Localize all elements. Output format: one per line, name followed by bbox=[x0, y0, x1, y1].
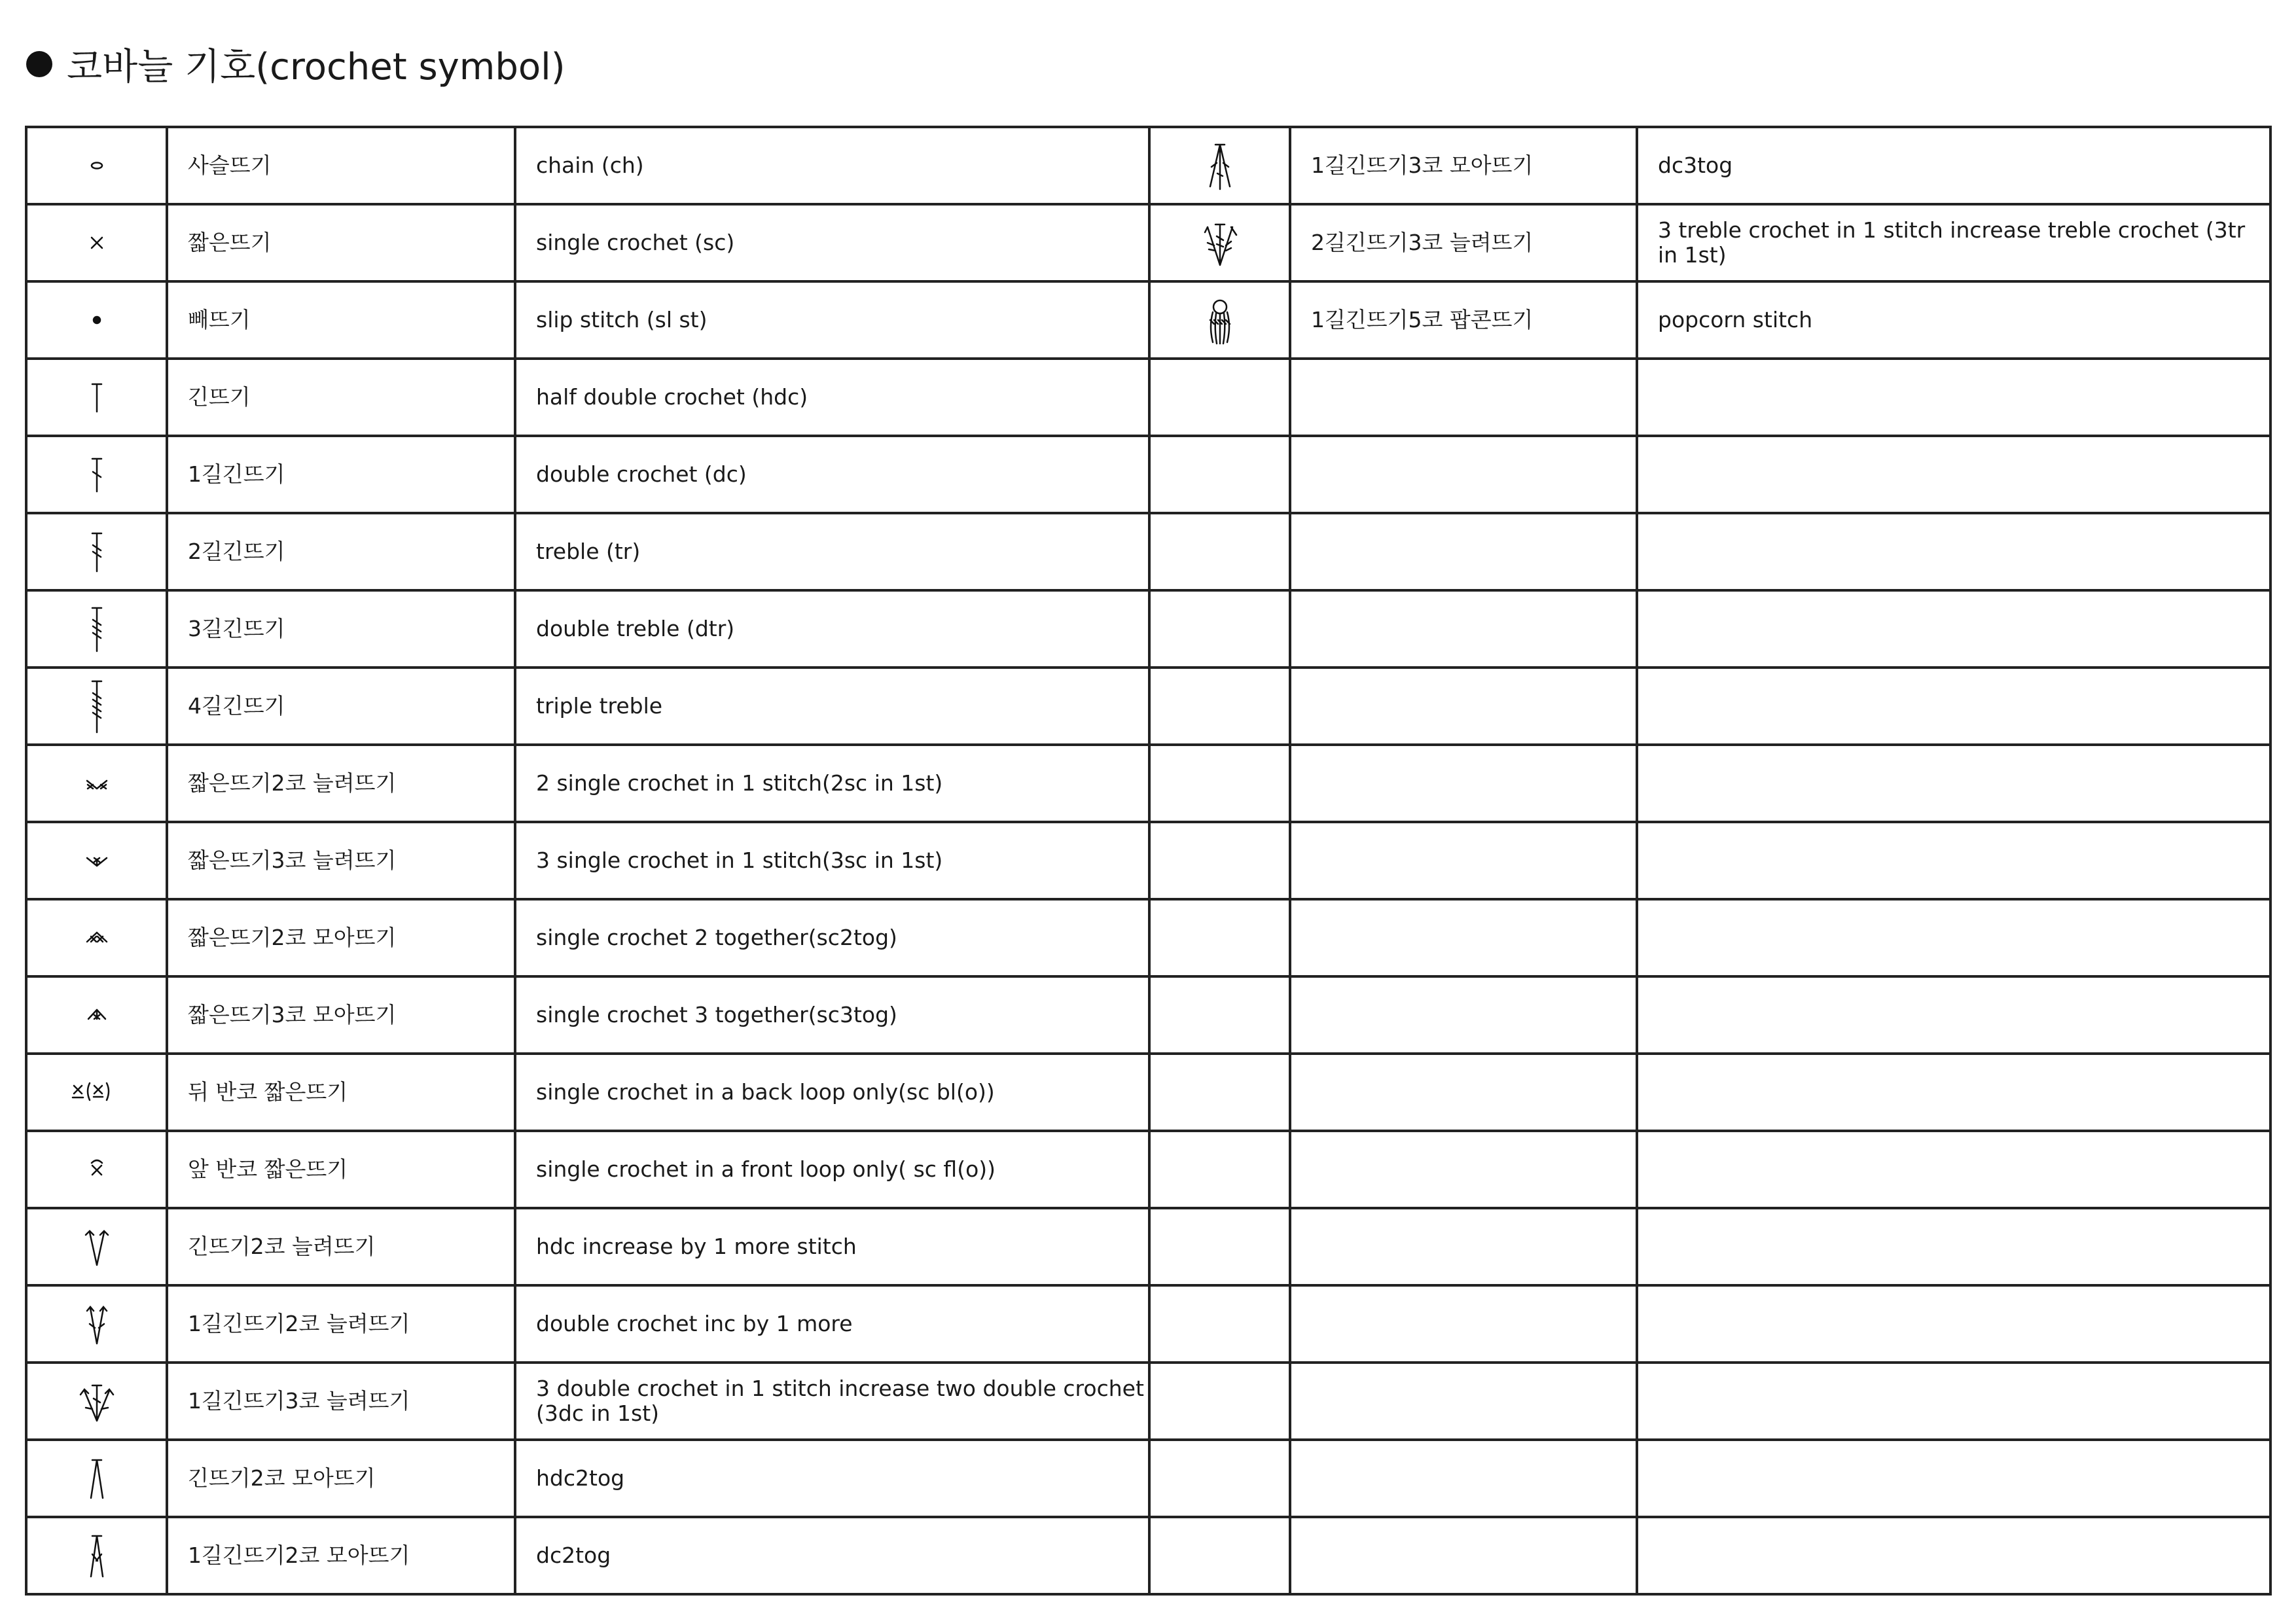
symbol-cell bbox=[26, 668, 167, 745]
treble-icon bbox=[67, 519, 126, 584]
empty-cell bbox=[1290, 436, 1637, 513]
symbol-cell bbox=[26, 1363, 167, 1440]
korean-name: 1길긴뜨기3코 모아뜨기 bbox=[1290, 127, 1637, 204]
empty-cell bbox=[1637, 590, 2270, 668]
english-name: 2 single crochet in 1 stitch(2sc in 1st) bbox=[515, 745, 1149, 822]
sc-front-loop-icon bbox=[67, 1137, 126, 1202]
empty-cell bbox=[1149, 436, 1290, 513]
empty-cell bbox=[1637, 822, 2270, 899]
symbol-cell bbox=[26, 513, 167, 590]
english-name: dc3tog bbox=[1637, 127, 2270, 204]
english-name: single crochet in a front loop only( sc fl(o)) bbox=[515, 1131, 1149, 1208]
table-row bbox=[26, 436, 2270, 513]
page-title-text: 코바늘 기호(crochet symbol) bbox=[67, 46, 565, 88]
table-row bbox=[26, 822, 2270, 899]
empty-cell bbox=[1149, 513, 1290, 590]
symbol-cell bbox=[26, 1440, 167, 1517]
empty-cell bbox=[1149, 1208, 1290, 1285]
symbol-cell bbox=[26, 822, 167, 899]
table-row bbox=[26, 204, 2270, 281]
table-row bbox=[26, 899, 2270, 976]
english-name: triple treble bbox=[515, 668, 1149, 745]
korean-name: 1길긴뜨기2코 모아뜨기 bbox=[167, 1517, 515, 1594]
empty-cell bbox=[1149, 1517, 1290, 1594]
empty-cell bbox=[1290, 513, 1637, 590]
symbol-cell bbox=[26, 1285, 167, 1363]
dc-3-together-icon bbox=[1191, 133, 1249, 198]
symbol-cell bbox=[26, 436, 167, 513]
table-row bbox=[26, 513, 2270, 590]
english-name: single crochet (sc) bbox=[515, 204, 1149, 281]
table-row bbox=[26, 1440, 2270, 1517]
symbol-cell bbox=[26, 976, 167, 1054]
slip-stitch-icon bbox=[67, 287, 126, 353]
empty-cell bbox=[1637, 745, 2270, 822]
empty-cell bbox=[1290, 359, 1637, 436]
table-row bbox=[26, 1285, 2270, 1363]
symbol-cell bbox=[26, 590, 167, 668]
table-row bbox=[26, 1517, 2270, 1594]
triple-treble-icon bbox=[67, 673, 126, 739]
symbol-cell bbox=[1149, 204, 1290, 281]
korean-name: 긴뜨기2코 모아뜨기 bbox=[167, 1440, 515, 1517]
empty-cell bbox=[1290, 822, 1637, 899]
empty-cell bbox=[1149, 1285, 1290, 1363]
symbol-cell bbox=[26, 1208, 167, 1285]
empty-cell bbox=[1290, 1363, 1637, 1440]
korean-name: 짧은뜨기2코 늘려뜨기 bbox=[167, 745, 515, 822]
empty-cell bbox=[1637, 1517, 2270, 1594]
empty-cell bbox=[1637, 1054, 2270, 1131]
table-row bbox=[26, 976, 2270, 1054]
empty-cell bbox=[1637, 1363, 2270, 1440]
empty-cell bbox=[1637, 513, 2270, 590]
symbol-cell bbox=[26, 359, 167, 436]
popcorn-stitch-icon bbox=[1191, 287, 1249, 353]
chain-icon bbox=[67, 133, 126, 198]
table-row bbox=[26, 281, 2270, 359]
empty-cell bbox=[1637, 668, 2270, 745]
empty-cell bbox=[1149, 976, 1290, 1054]
korean-name: 3길긴뜨기 bbox=[167, 590, 515, 668]
sc-3-together-icon bbox=[67, 982, 126, 1048]
tr-3-increase-icon bbox=[1191, 210, 1249, 276]
sc-2-together-icon bbox=[67, 905, 126, 971]
empty-cell bbox=[1149, 590, 1290, 668]
empty-cell bbox=[1290, 1517, 1637, 1594]
korean-name: 짧은뜨기2코 모아뜨기 bbox=[167, 899, 515, 976]
empty-cell bbox=[1149, 899, 1290, 976]
empty-cell bbox=[1290, 899, 1637, 976]
table-row bbox=[26, 1363, 2270, 1440]
empty-cell bbox=[1637, 899, 2270, 976]
table-row bbox=[26, 359, 2270, 436]
empty-cell bbox=[1637, 1131, 2270, 1208]
single-crochet-icon bbox=[67, 210, 126, 276]
english-name: double crochet inc by 1 more bbox=[515, 1285, 1149, 1363]
sc-2-increase-icon bbox=[67, 751, 126, 816]
korean-name: 사슬뜨기 bbox=[167, 127, 515, 204]
empty-cell bbox=[1149, 1440, 1290, 1517]
korean-name: 빼뜨기 bbox=[167, 281, 515, 359]
symbol-cell bbox=[26, 127, 167, 204]
sc-3-increase-icon bbox=[67, 828, 126, 893]
symbol-cell bbox=[26, 745, 167, 822]
double-treble-icon bbox=[67, 596, 126, 662]
empty-cell bbox=[1637, 1440, 2270, 1517]
english-name: slip stitch (sl st) bbox=[515, 281, 1149, 359]
sc-back-loop-icon bbox=[67, 1060, 126, 1125]
english-name: hdc increase by 1 more stitch bbox=[515, 1208, 1149, 1285]
korean-name: 4길긴뜨기 bbox=[167, 668, 515, 745]
empty-cell bbox=[1637, 436, 2270, 513]
english-name: treble (tr) bbox=[515, 513, 1149, 590]
empty-cell bbox=[1149, 1363, 1290, 1440]
korean-name: 앞 반코 짧은뜨기 bbox=[167, 1131, 515, 1208]
empty-cell bbox=[1290, 590, 1637, 668]
empty-cell bbox=[1149, 359, 1290, 436]
symbol-cell bbox=[26, 281, 167, 359]
korean-name: 뒤 반코 짧은뜨기 bbox=[167, 1054, 515, 1131]
empty-cell bbox=[1637, 976, 2270, 1054]
empty-cell bbox=[1290, 745, 1637, 822]
empty-cell bbox=[1290, 1054, 1637, 1131]
korean-name: 2길긴뜨기 bbox=[167, 513, 515, 590]
english-name: 3 treble crochet in 1 stitch increase treble crochet (3tr in 1st) bbox=[1637, 204, 2270, 281]
table-row bbox=[26, 1131, 2270, 1208]
korean-name: 긴뜨기2코 늘려뜨기 bbox=[167, 1208, 515, 1285]
empty-cell bbox=[1149, 745, 1290, 822]
empty-cell bbox=[1637, 359, 2270, 436]
page-title bbox=[26, 38, 565, 90]
english-name: 3 double crochet in 1 stitch increase two double crochet (3dc in 1st) bbox=[515, 1363, 1149, 1440]
symbol-cell bbox=[1149, 127, 1290, 204]
empty-cell bbox=[1290, 1131, 1637, 1208]
empty-cell bbox=[1290, 976, 1637, 1054]
english-name: dc2tog bbox=[515, 1517, 1149, 1594]
korean-name: 2길긴뜨기3코 늘려뜨기 bbox=[1290, 204, 1637, 281]
symbol-cell bbox=[26, 1517, 167, 1594]
empty-cell bbox=[1290, 1285, 1637, 1363]
english-name: popcorn stitch bbox=[1637, 281, 2270, 359]
symbol-cell bbox=[26, 204, 167, 281]
crochet-symbol-table bbox=[25, 126, 2272, 1596]
table-row bbox=[26, 668, 2270, 745]
dc-2-increase-icon bbox=[67, 1291, 126, 1357]
english-name: single crochet 2 together(sc2tog) bbox=[515, 899, 1149, 976]
korean-name: 짧은뜨기 bbox=[167, 204, 515, 281]
empty-cell bbox=[1290, 668, 1637, 745]
dc-3-increase-icon bbox=[67, 1368, 126, 1434]
empty-cell bbox=[1637, 1285, 2270, 1363]
korean-name: 1길긴뜨기3코 늘려뜨기 bbox=[167, 1363, 515, 1440]
korean-name: 짧은뜨기3코 늘려뜨기 bbox=[167, 822, 515, 899]
english-name: half double crochet (hdc) bbox=[515, 359, 1149, 436]
empty-cell bbox=[1149, 1054, 1290, 1131]
english-name: chain (ch) bbox=[515, 127, 1149, 204]
half-double-crochet-icon bbox=[67, 365, 126, 430]
hdc-2-increase-icon bbox=[67, 1214, 126, 1279]
empty-cell bbox=[1637, 1208, 2270, 1285]
english-name: 3 single crochet in 1 stitch(3sc in 1st) bbox=[515, 822, 1149, 899]
symbol-cell bbox=[1149, 281, 1290, 359]
korean-name: 1길긴뜨기5코 팝콘뜨기 bbox=[1290, 281, 1637, 359]
korean-name: 1길긴뜨기 bbox=[167, 436, 515, 513]
empty-cell bbox=[1290, 1440, 1637, 1517]
empty-cell bbox=[1149, 822, 1290, 899]
dc-2-together-icon bbox=[67, 1523, 126, 1588]
symbol-cell bbox=[26, 899, 167, 976]
table-row bbox=[26, 745, 2270, 822]
korean-name: 짧은뜨기3코 모아뜨기 bbox=[167, 976, 515, 1054]
english-name: single crochet 3 together(sc3tog) bbox=[515, 976, 1149, 1054]
symbol-cell bbox=[26, 1131, 167, 1208]
empty-cell bbox=[1149, 1131, 1290, 1208]
double-crochet-icon bbox=[67, 442, 126, 507]
english-name: single crochet in a back loop only(sc bl(o)) bbox=[515, 1054, 1149, 1131]
symbol-cell bbox=[26, 1054, 167, 1131]
empty-cell bbox=[1149, 668, 1290, 745]
english-name: hdc2tog bbox=[515, 1440, 1149, 1517]
table-row bbox=[26, 590, 2270, 668]
table-row bbox=[26, 1054, 2270, 1131]
korean-name: 긴뜨기 bbox=[167, 359, 515, 436]
hdc-2-together-icon bbox=[67, 1446, 126, 1511]
table-row bbox=[26, 1208, 2270, 1285]
empty-cell bbox=[1290, 1208, 1637, 1285]
bullet-icon bbox=[26, 51, 52, 77]
korean-name: 1길긴뜨기2코 늘려뜨기 bbox=[167, 1285, 515, 1363]
english-name: double crochet (dc) bbox=[515, 436, 1149, 513]
table-row bbox=[26, 127, 2270, 204]
english-name: double treble (dtr) bbox=[515, 590, 1149, 668]
